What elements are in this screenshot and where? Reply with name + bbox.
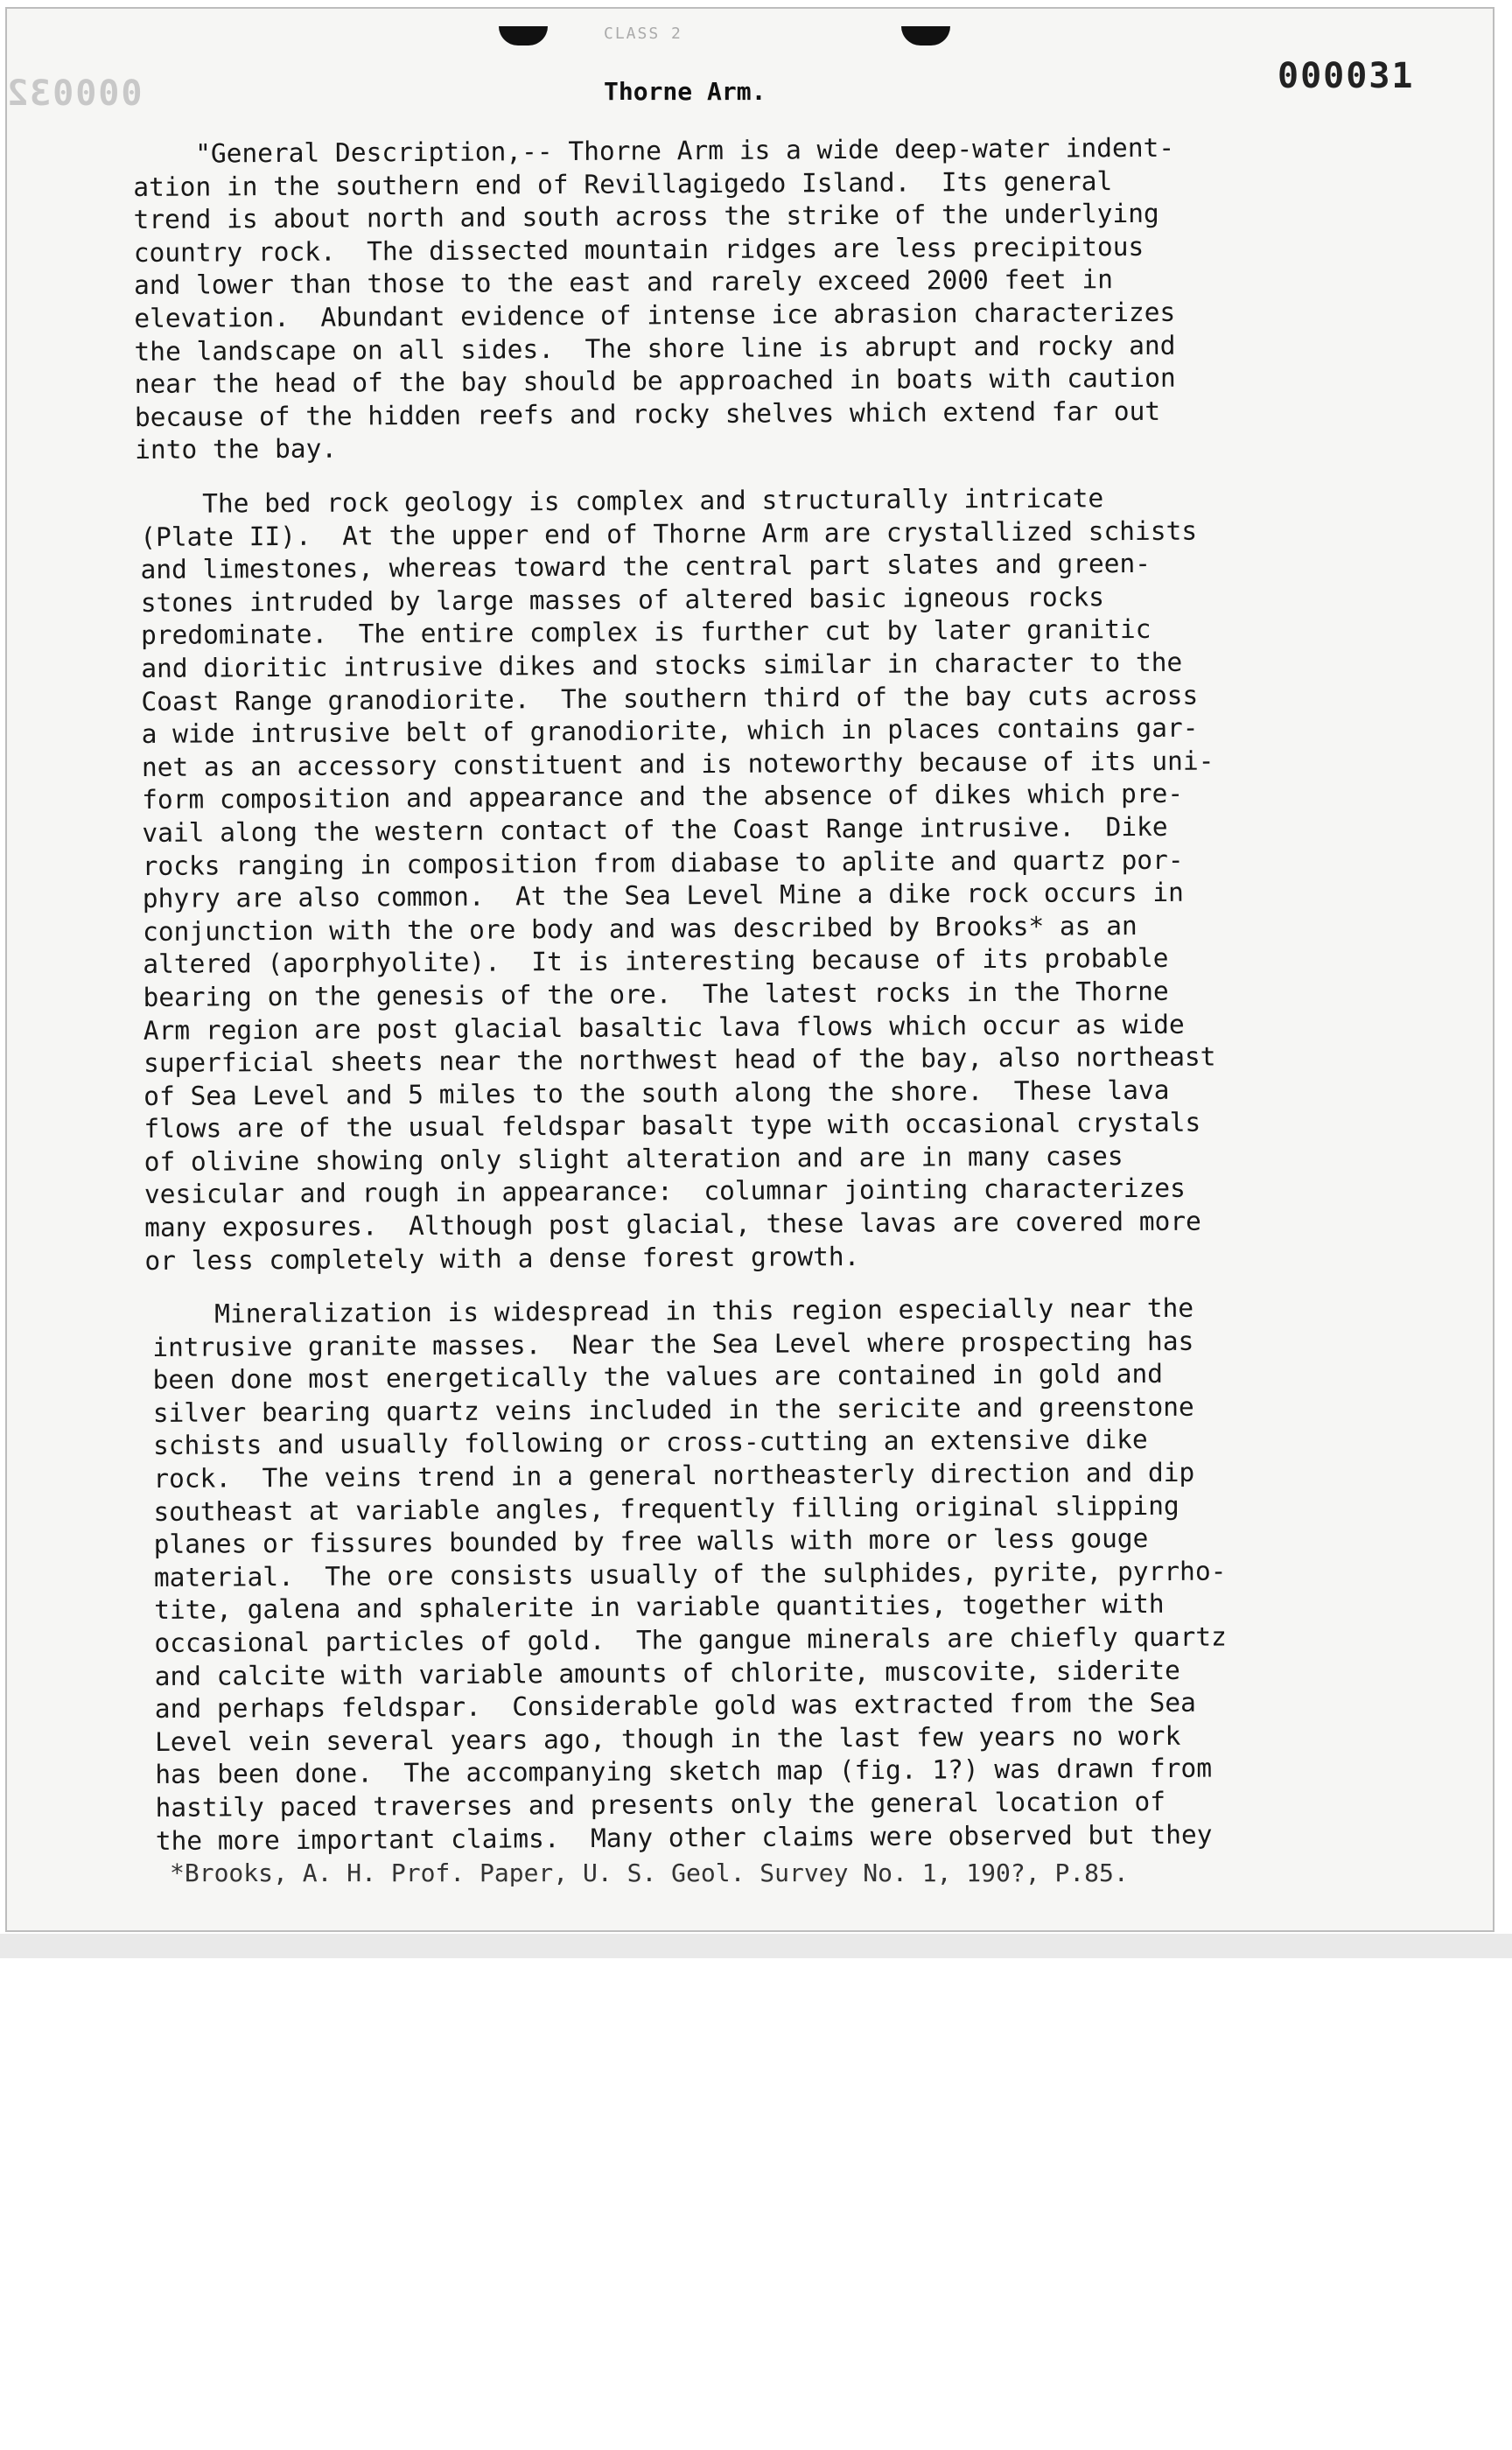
text-line: phyry are also common. At the Sea Level Mine a dike rock occurs in [142, 877, 1184, 914]
doc-number-bleedthrough: 000032 [5, 74, 143, 114]
text-line: the more important claims. Many other claims were observed but they [155, 1819, 1213, 1856]
text-line: Level vein several years ago, though in the last few years no work [154, 1720, 1181, 1757]
text-line: elevation. Abundant evidence of intense ice abrasion characterizes [134, 297, 1176, 333]
text-line: and dioritic intrusive dikes and stocks similar in character to the [141, 647, 1183, 683]
text-line: Arm region are post glacial basaltic lava flows which occur as wide [143, 1009, 1185, 1046]
text-line: schists and usually following or cross-cutting an extensive dike [152, 1424, 1148, 1461]
text-line: material. The ore consists usually of the sulphides, pyrite, pyrrho- [153, 1556, 1227, 1592]
text-line: silver bearing quartz veins included in the sericite and greenstone [152, 1391, 1194, 1428]
text-line: and perhaps feldspar. Considerable gold was extracted from the Sea [154, 1687, 1196, 1725]
page-title: Thorne Arm. [604, 77, 766, 106]
text-line: vail along the western contact of the Coast Range intrusive. Dike [142, 811, 1168, 848]
text-line: planes or fissures bounded by free walls with more or less gouge [153, 1523, 1149, 1560]
text-line: conjunction with the ore body and was described by Brooks* as an [142, 910, 1138, 947]
paragraph-mineralization [152, 1292, 1228, 1858]
text-line: of Sea Level and 5 miles to the south along the shore. These lava [144, 1074, 1170, 1111]
text-line: hastily paced traverses and presents only the general location of [155, 1786, 1166, 1823]
text-line: or less completely with a dense forest growth. [144, 1241, 860, 1276]
text-line: southeast at variable angles, frequently filling original slipping [153, 1490, 1180, 1527]
text-line: occasional particles of gold. The gangue minerals are chiefly quartz [154, 1621, 1227, 1658]
text-line: Coast Range granodiorite. The southern third of the bay cuts across [141, 680, 1199, 717]
text-line: stones intruded by large masses of altered basic igneous rocks [140, 582, 1105, 618]
text-line: trend is about north and south across the strike of the underlying [133, 199, 1159, 235]
text-line: The bed rock geology is complex and structurally intricate [140, 483, 1104, 519]
paragraph-bed-rock-geology [140, 482, 1217, 1278]
text-line: has been done. The accompanying sketch map (fig. 1?) was drawn from [155, 1753, 1213, 1790]
text-line: many exposures. Although post glacial, these lavas are covered more [144, 1206, 1201, 1243]
text-line: "General Description,-- Thorne Arm is a wide deep-water indent- [133, 132, 1175, 169]
text-line: Mineralization is widespread in this region especially near the [152, 1292, 1194, 1329]
paragraph-general-description [133, 132, 1176, 467]
text-line: bearing on the genesis of the ore. The latest rocks in the Thorne [143, 976, 1169, 1012]
scan-edge [0, 1934, 1512, 1958]
text-line: predominate. The entire complex is further cut by later granitic [140, 614, 1152, 651]
text-line: and calcite with variable amounts of chlorite, muscovite, siderite [154, 1655, 1180, 1691]
text-line: vesicular and rough in appearance: columnar jointing characterizes [144, 1173, 1186, 1210]
text-line: of olivine showing only slight alteration and are in many cases [144, 1141, 1124, 1177]
text-line: the landscape on all sides. The shore line is abrupt and rocky and [134, 330, 1176, 367]
text-line: superficial sheets near the northwest head of the bay, also northeast [143, 1041, 1216, 1079]
text-line: rock. The veins trend in a general northeasterly direction and dip [153, 1457, 1195, 1494]
doc-number: 000031 [1278, 56, 1415, 96]
text-line: because of the hidden reefs and rocky shelves which extend far out [134, 396, 1161, 432]
text-line: rocks ranging in composition from diabase to aplite and quartz por- [142, 844, 1184, 881]
footnote: *Brooks, A. H. Prof. Paper, U. S. Geol. Survey No. 1, 190?, P.85. [170, 1858, 1129, 1887]
text-line: and lower than those to the east and rarely exceed 2000 feet in [133, 264, 1114, 301]
top-header-label: CLASS 2 [604, 24, 682, 43]
text-line: near the head of the bay should be approached in boats with caution [134, 362, 1176, 400]
text-line: been done most energetically the values are contained in gold and [152, 1359, 1164, 1396]
text-line: intrusive granite masses. Near the Sea Level where prospecting has [152, 1326, 1194, 1362]
text-line: form composition and appearance and the absence of dikes which pre- [142, 779, 1184, 816]
text-line: altered (aporphyolite). It is interesting because of its probable [143, 943, 1169, 980]
text-line: (Plate II). At the upper end of Thorne Arm are crystallized schists [140, 515, 1198, 552]
text-line: tite, galena and sphalerite in variable quantities, together with [154, 1589, 1165, 1626]
text-line: net as an accessory constituent and is noteworthy because of its uni- [141, 746, 1214, 782]
text-line: country rock. The dissected mountain ridges are less precipitous [133, 231, 1144, 268]
text-line: flows are of the usual feldspar basalt type with occasional crystals [144, 1107, 1201, 1144]
text-line: a wide intrusive belt of granodiorite, which in places contains gar- [141, 712, 1199, 750]
text-line: into the bay. [135, 433, 338, 466]
text-line: ation in the southern end of Revillagigedo Island. Its general [133, 165, 1113, 202]
text-line: and limestones, whereas toward the central part slates and green- [140, 549, 1152, 585]
